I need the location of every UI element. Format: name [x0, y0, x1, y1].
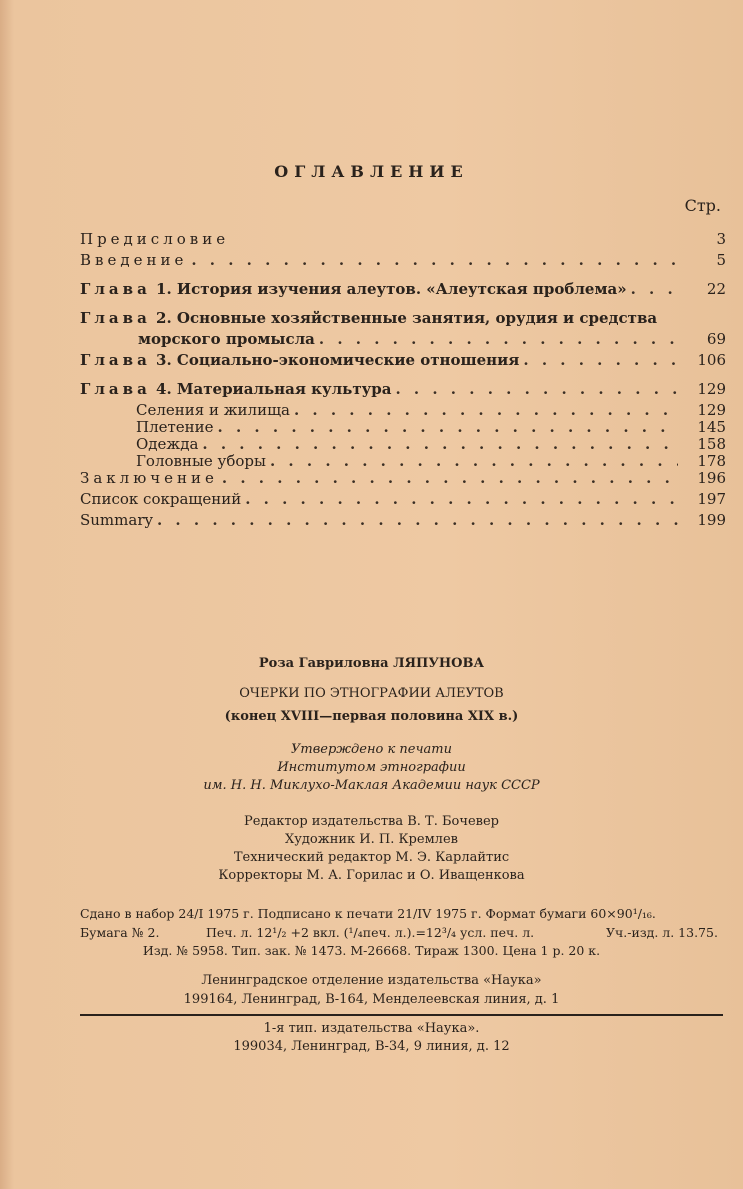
toc-page-number: 197 — [697, 490, 726, 508]
toc-subentry: Головные уборы . . . 178 — [80, 452, 726, 469]
approval-line: им. Н. Н. Миклухо-Маклая Академии наук СССР — [203, 778, 540, 793]
toc-page-number: 145 — [697, 418, 726, 436]
correctors-credit: Корректоры М. А. Горилас и О. Иващенкова — [218, 868, 525, 883]
leader-dots — [191, 251, 678, 269]
toc-page-number: 129 — [697, 401, 726, 419]
toc-entry-summary: Summary . . . 199 — [80, 511, 726, 532]
toc-page-number: 5 — [716, 251, 726, 269]
print-info-line: Сдано в набор 24/I 1975 г. Подписано к печати 21/IV 1975 г. Формат бумаги 60×90¹/₁₆. — [80, 906, 656, 921]
leader-dots — [222, 469, 678, 487]
toc-subentry: Плетение . . . 145 — [80, 418, 726, 435]
toc-page-number: 196 — [697, 469, 726, 487]
leader-dots — [523, 351, 678, 369]
leader-dots — [202, 435, 678, 453]
toc-entry-preface: Предисловие 3 — [80, 230, 726, 248]
toc-entry-chapter-4: Глава 4. Материальная культура . . . 129 — [80, 380, 726, 401]
toc-page-number: 129 — [697, 380, 726, 398]
toc-entry-chapter-3: Глава 3. Социально-экономические отношения . . . 106 — [80, 351, 726, 372]
artist-credit: Художник И. П. Кремлев — [285, 832, 458, 847]
book-title: ОЧЕРКИ ПО ЭТНОГРАФИИ АЛЕУТОВ — [239, 686, 504, 701]
divider-line — [80, 1014, 723, 1016]
leader-dots — [270, 452, 678, 470]
toc-page-number: 69 — [706, 330, 726, 348]
approval-line: Утверждено к печати — [290, 742, 453, 757]
publisher-address: 199164, Ленинград, В-164, Менделеевская линия, д. 1 — [183, 992, 560, 1007]
publisher-line: Ленинградское отделение издательства «Наука» — [201, 973, 542, 988]
leader-dots — [157, 511, 678, 529]
toc-subsections — [80, 401, 726, 469]
leader-dots — [294, 401, 678, 419]
toc-page-number: 3 — [716, 230, 726, 248]
printer-address: 199034, Ленинград, В-34, 9 линия, д. 12 — [233, 1039, 510, 1054]
toc-entry-chapter-1: Глава 1. История изучения алеутов. «Алеутская проблема» . . . 22 — [80, 280, 726, 301]
author-name: Роза Гавриловна ЛЯПУНОВА — [258, 656, 485, 671]
print-info-line: Изд. № 5958. Тип. зак. № 1473. М-26668. Тираж 1300. Цена 1 р. 20 к. — [142, 943, 601, 958]
toc-subentry: Одежда . . . 158 — [80, 435, 726, 452]
toc-page-number: 158 — [697, 435, 726, 453]
toc-entry-abbreviations: Список сокращений . . . 197 — [80, 490, 726, 511]
leader-dots — [395, 380, 678, 398]
toc-entry-chapter-2: Глава 2. Основные хозяйственные занятия, орудия и средства — [80, 309, 658, 327]
leader-dots — [319, 330, 678, 348]
toc-entry-intro: Введение . . . 5 — [80, 251, 726, 272]
toc-page-number: 178 — [697, 452, 726, 470]
leader-dots — [245, 490, 678, 508]
toc-page-number: 199 — [697, 511, 726, 529]
approval-line: Институтом этнографии — [277, 760, 466, 775]
contents-heading: ОГЛАВЛЕНИЕ — [274, 162, 469, 181]
toc-page-number: 106 — [697, 351, 726, 369]
book-subtitle: (конец XVIII—первая половина XIX в.) — [224, 709, 519, 724]
leader-dots — [631, 280, 678, 298]
page-column-label: Стр. — [684, 196, 721, 215]
editor-credit: Редактор издательства В. Т. Бочевер — [244, 814, 499, 829]
toc-subentry: Селения и жилища . . . 129 — [80, 401, 726, 418]
toc-page-number: 22 — [706, 280, 726, 298]
print-info-line: Бумага № 2. Печ. л. 12¹/₂ +2 вкл. (¹/₄печ. л.).=12³/₄ усл. печ. л. Уч.-изд. л. 13.75. — [80, 925, 718, 940]
tech-editor-credit: Технический редактор М. Э. Карлайтис — [233, 850, 510, 865]
toc-entry-conclusion: Заключение . . . 196 — [80, 469, 726, 490]
printer-line: 1-я тип. издательства «Наука». — [263, 1021, 480, 1036]
table-of-contents — [80, 230, 726, 532]
leader-dots — [218, 418, 678, 436]
toc-entry-chapter-2-cont: морского промысла . . . 69 — [80, 330, 726, 351]
